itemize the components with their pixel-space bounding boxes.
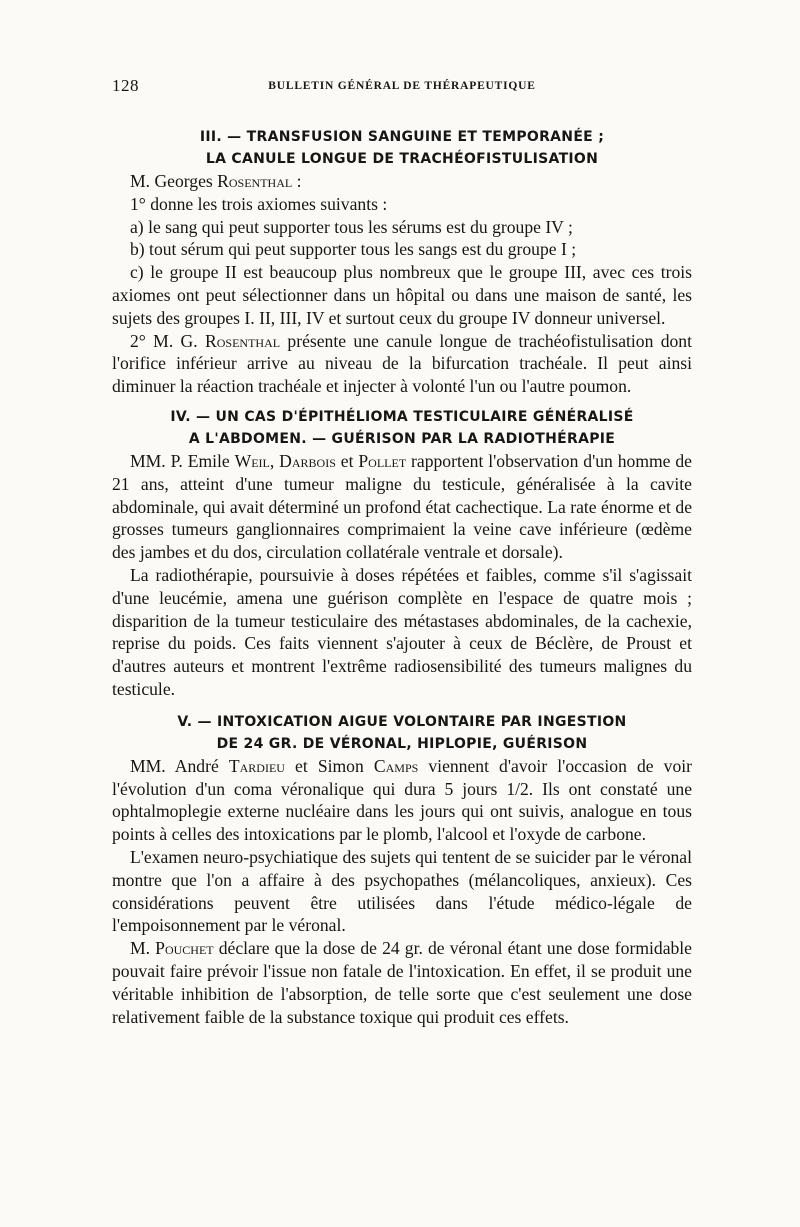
text-run: rapportent l'observation d'un homme de 21 ans, atteint d'une tumeur maligne du testicule, généralisée à la cavite abdominale, qui avait déterminé un profond état cachectique. La rate énorme et de grosses tumeurs ganglionnaires comprimaient la veine cave inférieure (œdème des jambes et du dos, circulation collatérale ventrale et dorsale). [112,450,692,563]
author-name: Rosenthal [217,171,293,191]
paragraph: b) tout sérum qui peut supporter tous les sangs est du groupe I ; [130,239,577,260]
paragraph: L'examen neuro-psychiatique des sujets qui tentent de se suicider par le véronal montre que l'on a affaire à des psychopathes (mélancoliques, anxieux). Ces considérations peuvent être utilisées dans l'étude médico-légale de l'empoisonnement par le véronal. [112,846,692,936]
text-run: et [335,450,359,471]
author-name: Darbois [279,450,336,471]
page-number: 128 [112,76,139,95]
text-run: : [292,171,302,191]
paragraph [112,755,692,846]
journal-title: BULLETIN GÉNÉRAL DE THÉRAPEUTIQUE [268,80,536,92]
spacer [112,398,692,406]
text-run: présente une canule longue de trachéofistulisation dont l'orifice inférieur arrive au niveau de la bifurcation trachéale. Il peut ainsi diminuer la réaction trachéale et injecter à volonté l'un ou l'autre poumon. [112,330,692,397]
spacer [112,701,692,711]
paragraph: 1° donne les trois axiomes suivants : [130,193,388,214]
paragraph: a) le sang qui peut supporter tous les sérums est du groupe IV ; [130,216,573,237]
text-run: MM. André [130,755,229,776]
section-heading [112,711,692,755]
paragraph [112,330,692,398]
section-heading [112,126,692,170]
text-run: viennent d'avoir l'occasion de voir l'évolution d'un coma véronalique qui dura 5 jours 1/2. Ils ont constaté une ophtalmoplegie externe nucléaire dans les jours qui ont suivis, analogue en tous points à celles des intoxications par le plomb, l'alcool et l'oxyde de carbone. [112,755,692,845]
author-name: Pollet [358,450,407,471]
heading-line: LA CANULE LONGUE DE TRACHÉOFISTULISATION [205,151,599,167]
section-iv [112,406,692,701]
paragraph [112,937,692,1028]
author-name: Weil [234,450,270,471]
heading-line: A L'ABDOMEN. — GUÉRISON PAR LA RADIOTHÉRAPIE [188,430,616,447]
text-run: déclare que la dose de 24 gr. de véronal étant une dose formidable pouvait faire prévoir l'issue non fatale de l'intoxication. En effet, il se produit une véritable inhibition de l'absorption, de telle sorte que c'est seulement une dose relativement faible de la substance toxique qui produit ces effets. [112,938,692,1027]
paragraph [112,450,692,564]
text-run: , [269,450,280,471]
text-run: MM. P. Emile [130,450,235,471]
text-run: 2° M. G. [130,330,205,351]
author-name: Tardieu [228,755,285,776]
heading-line: DE 24 GR. DE VÉRONAL, HIPLOPIE, GUÉRISON [216,735,588,752]
text-run: M. [130,938,156,959]
text-run: et Simon [284,755,374,776]
text-run: M. Georges [130,171,218,191]
section-iii [112,126,692,398]
heading-line: V. — INTOXICATION AIGUE VOLONTAIRE PAR INGESTION [177,713,627,730]
section-heading [112,406,692,450]
author-name: Camps [373,755,419,776]
paragraph: La radiothérapie, poursuivie à doses répétées et faibles, comme s'il s'agissait d'une leucémie, amena une guérison complète en l'espace de quatre mois ; disparition de la tumeur testiculaire des métastases abdominales, de la cachexie, reprise du poids. Ces faits viennent s'ajouter à ceux de Béclère, de Proust et d'autres auteurs et montrent l'extrême radiosensibilité des tumeurs malignes du testicule. [112,564,692,699]
author-name: Rosenthal [205,330,281,351]
paragraph [112,170,692,193]
section-v [112,711,692,1029]
heading-line: III. — TRANSFUSION SANGUINE ET TEMPORANÉE ; [199,129,605,145]
author-name: Pouchet [155,938,214,959]
article-body [112,126,692,1028]
running-head [112,76,692,100]
heading-line: IV. — UN CAS D'ÉPITHÉLIOMA TESTICULAIRE GÉNÉRALISÉ [170,408,634,425]
paragraph: c) le groupe II est beaucoup plus nombreux que le groupe III, avec ces trois axiomes ont peut sélectionner dans un hôpital ou dans une maison de santé, les sujets des groupes I. II, III, IV et surtout ceux du groupe IV donneur universel. [112,262,692,328]
